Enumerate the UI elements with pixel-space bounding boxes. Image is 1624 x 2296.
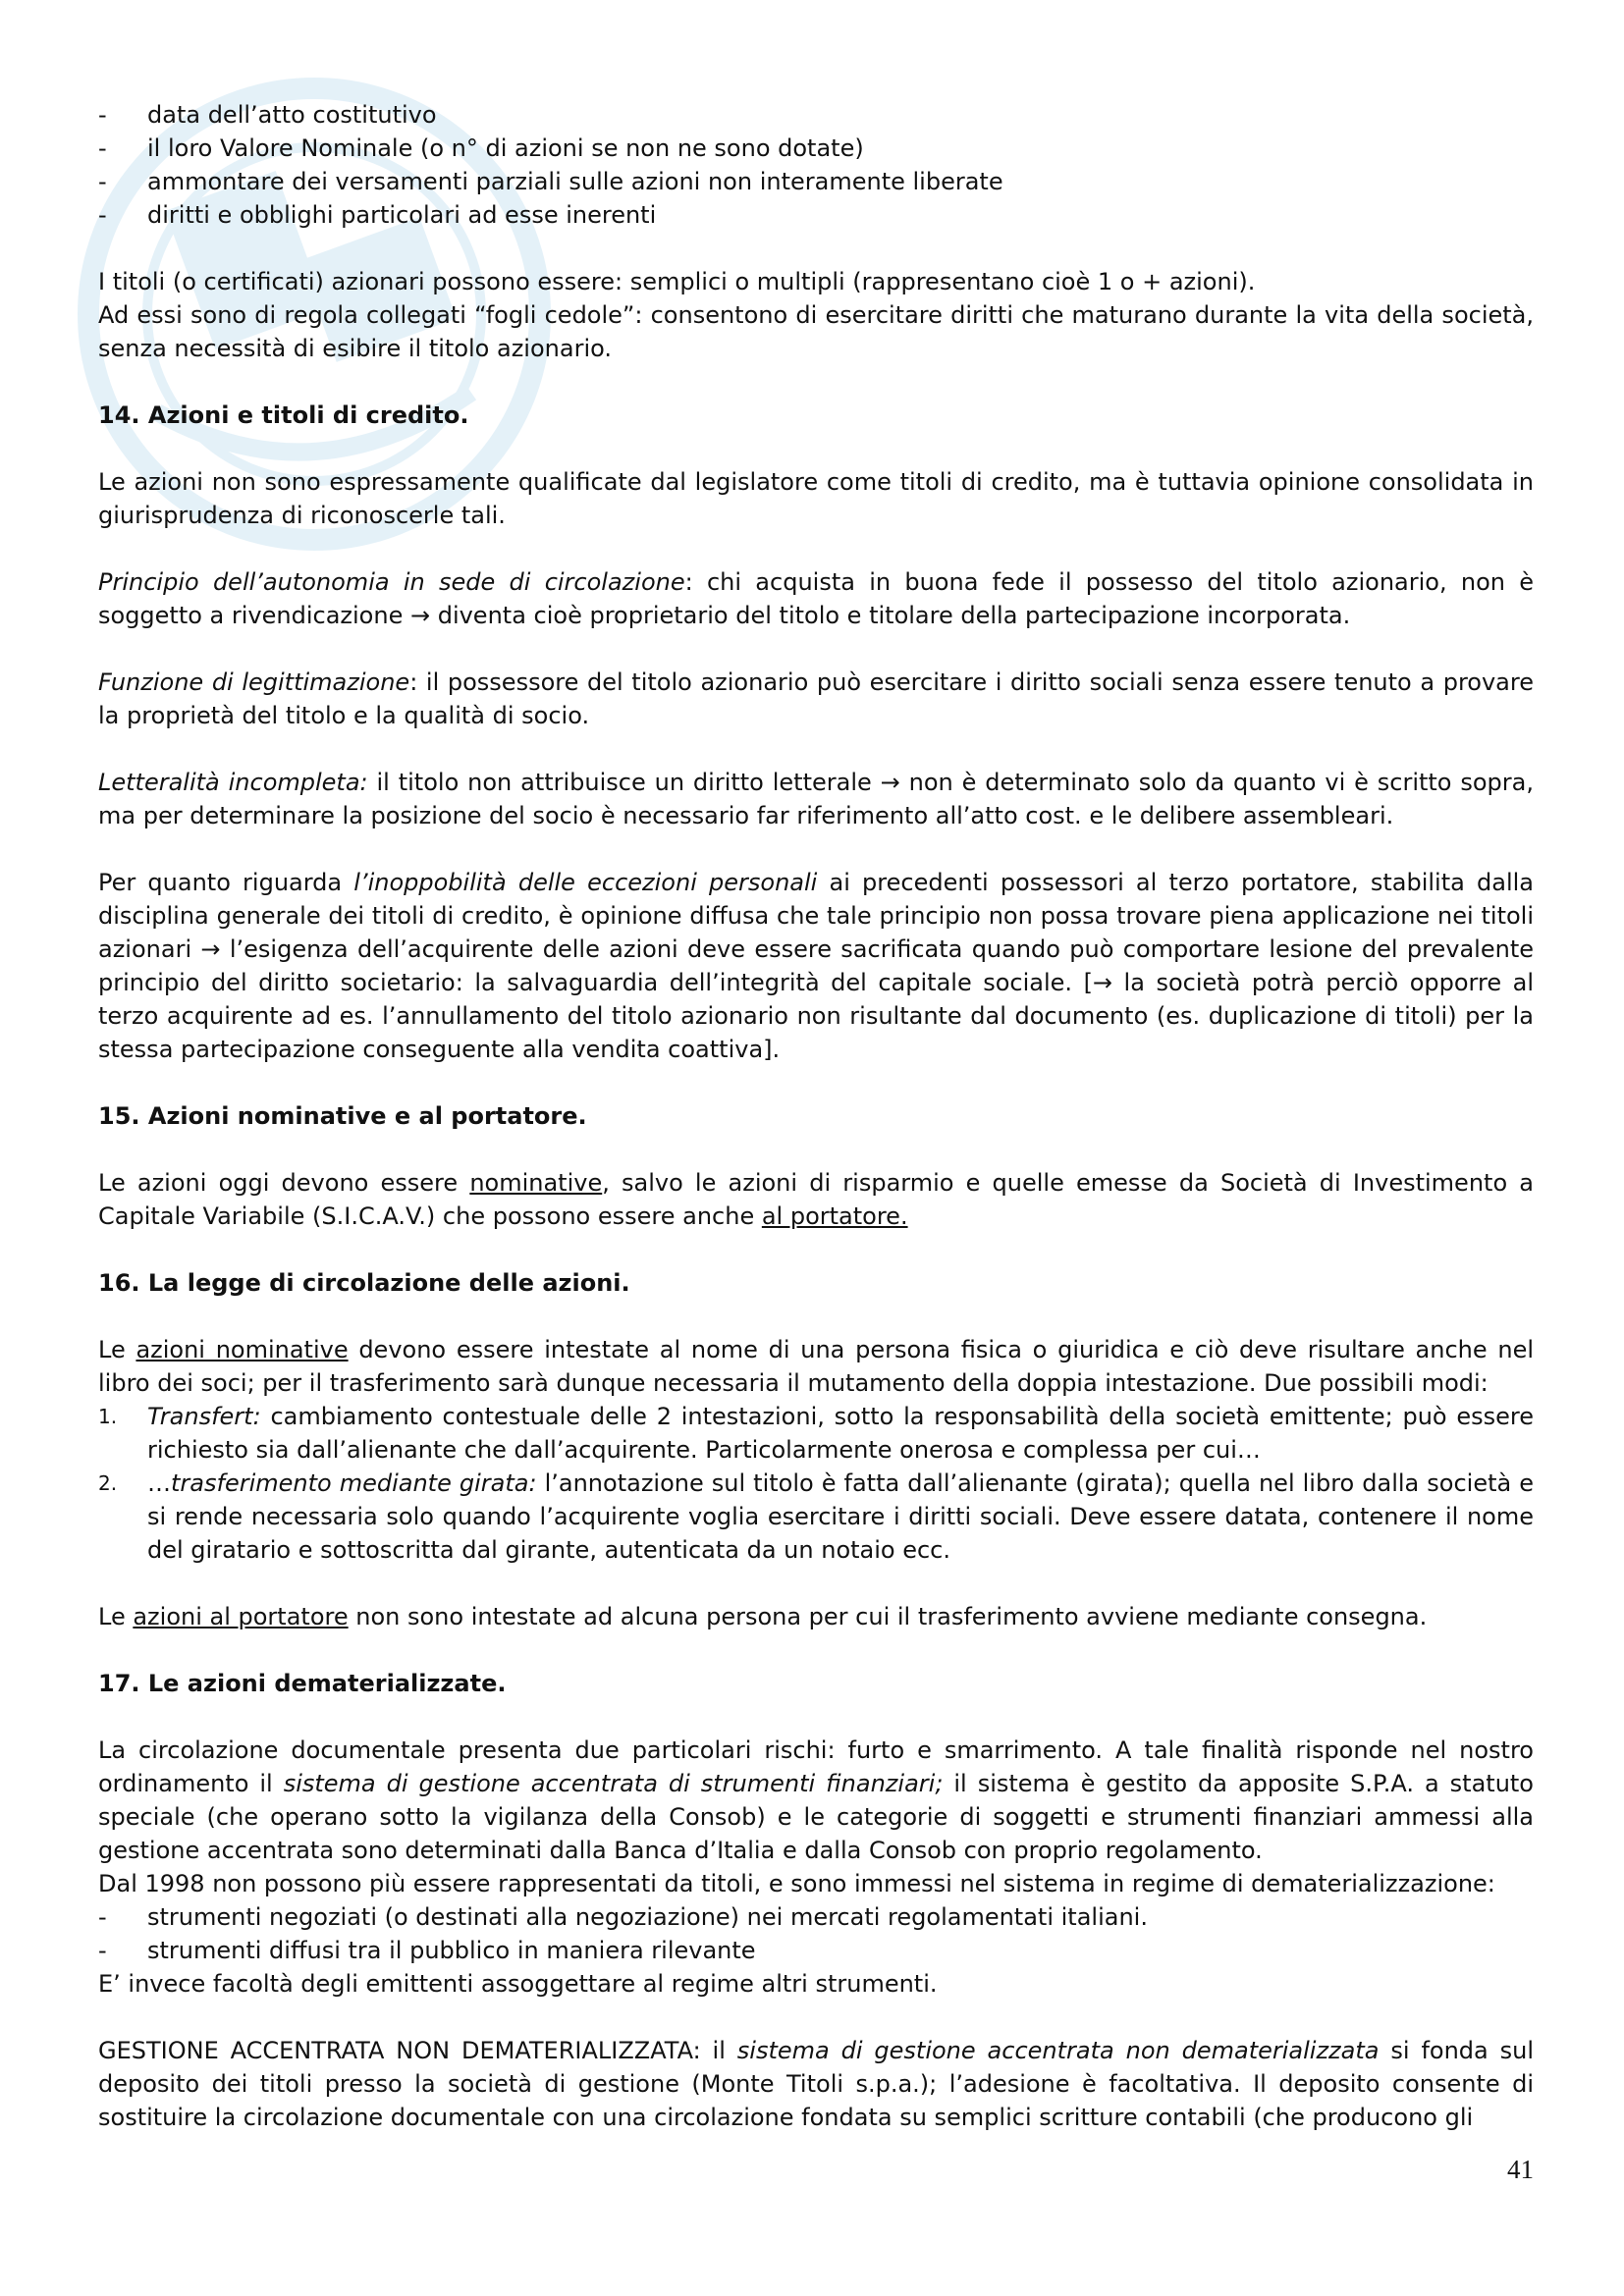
- list-item: - strumenti diffusi tra il pubblico in maniera rilevante: [98, 1934, 1534, 1967]
- section-16-heading: 16. La legge di circolazione delle azioni.: [98, 1269, 630, 1297]
- s16-paragraph-2: Le azioni al portatore non sono intestate ad alcuna persona per cui il trasferimento avviene mediante consegna.: [98, 1603, 1428, 1630]
- section-17-heading: 17. Le azioni dematerializzate.: [98, 1670, 507, 1697]
- page-number: 41: [1507, 2155, 1534, 2184]
- list-item: - strumenti negoziati (o destinati alla negoziazione) nei mercati regolamentati italiani.: [98, 1900, 1534, 1934]
- numbered-list-item: 1. Transfert: cambiamento contestuale delle 2 intestazioni, sotto la responsabilità della società emittente; può essere richiesto sia dall’alienante che dall’acquirente. Particolarmente onerosa e complessa per cui…: [98, 1403, 1534, 1464]
- s14-paragraph-1: Le azioni non sono espressamente qualificate dal legislatore come titoli di credito, ma è tuttavia opinione consolidata in giurisprudenza di riconoscerle tali.: [98, 468, 1534, 529]
- intro-paragraph-1: I titoli (o certificati) azionari possono essere: semplici o multipli (rappresentano cioè 1 o + azioni).: [98, 268, 1256, 295]
- bullet-marker: -: [98, 201, 107, 229]
- bullet-marker: -: [98, 168, 107, 195]
- list-item: - data dell’atto costitutivo: [98, 98, 1534, 132]
- section-15-heading: 15. Azioni nominative e al portatore.: [98, 1102, 587, 1130]
- bullet-marker: -: [98, 101, 107, 129]
- s15-paragraph: Le azioni oggi devono essere nominative, salvo le azioni di risparmio e quelle emesse da Società di Investimento a Capitale Variabile (S.I.C.A.V.) che possono essere anche al portatore.: [98, 1169, 1534, 1230]
- s14-paragraph-5: Per quanto riguarda l’inoppobilità delle eccezioni personali ai precedenti possessori al terzo portatore, stabilita dalla disciplina generale dei titoli di credito, è opinione diffusa che tale principio non possa trovare piena applicazione nei titoli azionari → l’esigenza dell’acquirente delle azioni deve essere sacrificata quando può comportare lesione del prevalente principio del diritto societario: la salvaguardia dell’integrità del capitale sociale. [→ la società potrà perciò opporre al terzo acquirente ad es. l’annullamento del titolo azionario non risultante dal documento (es. duplicazione di titoli) per la stessa partecipazione conseguente alla vendita coattiva].: [98, 869, 1534, 1063]
- s14-paragraph-4: Letteralità incompleta: il titolo non attribuisce un diritto letterale → non è determinato solo da quanto vi è scritto sopra, ma per determinare la posizione del socio è necessario far riferimento all’atto cost. e le delibere assembleari.: [98, 769, 1534, 829]
- s17-paragraph-3: E’ invece facoltà degli emittenti assoggettare al regime altri strumenti.: [98, 1970, 938, 1998]
- intro-paragraph-2: Ad essi sono di regola collegati “fogli cedole”: consentono di esercitare diritti che maturano durante la vita della società, senza necessità di esibire il titolo azionario.: [98, 301, 1534, 362]
- section-14-heading: 14. Azioni e titoli di credito.: [98, 401, 469, 429]
- list-item: - diritti e obblighi particolari ad esse inerenti: [98, 198, 1534, 232]
- top-bullet-list: [98, 98, 1534, 232]
- s16-paragraph-1: Le azioni nominative devono essere intestate al nome di una persona fisica o giuridica e ciò deve risultare anche nel libro dei soci; per il trasferimento sarà dunque necessaria il mutamento della doppia intestazione. Due possibili modi:: [98, 1336, 1535, 1397]
- bullet-marker: -: [98, 134, 107, 162]
- s14-paragraph-3: Funzione di legittimazione: il possessore del titolo azionario può esercitare i diritto sociali senza essere tenuto a provare la proprietà del titolo e la qualità di socio.: [98, 668, 1534, 729]
- list-item: - ammontare dei versamenti parziali sulle azioni non interamente liberate: [98, 165, 1534, 198]
- s17-paragraph-1: La circolazione documentale presenta due particolari rischi: furto e smarrimento. A tale finalità risponde nel nostro ordinamento il sistema di gestione accentrata di strumenti finanziari; il sistema è gestito da apposite S.P.A. a statuto speciale (che operano sotto la vigilanza della Consob) e le categorie di soggetti e strumenti finanziari ammessi alla gestione accentrata sono determinati dalla Banca d’Italia e dalla Consob con proprio regolamento.: [98, 1736, 1534, 1864]
- s17-paragraph-2: Dal 1998 non possono più essere rappresentati da titoli, e sono immessi nel sistema in regime di dematerializzazione:: [98, 1870, 1495, 1897]
- numbered-list-item: 2. …trasferimento mediante girata: l’annotazione sul titolo è fatta dall’alienante (girata); quella nel libro dalla società e si rende necessaria solo quando l’acquirente voglia esercitare i diritti sociali. Deve essere datata, contenere il nome del giratario e sottoscritta dal girante, autenticata da un notaio ecc.: [98, 1469, 1534, 1564]
- document-page: [98, 98, 1534, 2134]
- s14-paragraph-2: Principio dell’autonomia in sede di circolazione: chi acquista in buona fede il possesso del titolo azionario, non è soggetto a rivendicazione → diventa cioè proprietario del titolo e titolare della partecipazione incorporata.: [98, 568, 1534, 629]
- s17-paragraph-4: GESTIONE ACCENTRATA NON DEMATERIALIZZATA: il sistema di gestione accentrata non dematerializzata si fonda sul deposito dei titoli presso la società di gestione (Monte Titoli s.p.a.); l’adesione è facoltativa. Il deposito consente di sostituire la circolazione documentale con una circolazione fondata su semplici scritture contabili (che producono gli: [98, 2037, 1535, 2131]
- bullet-marker: -: [98, 1937, 107, 1964]
- bullet-marker: -: [98, 1903, 107, 1931]
- list-item: - il loro Valore Nominale (o n° di azioni se non ne sono dotate): [98, 132, 1534, 165]
